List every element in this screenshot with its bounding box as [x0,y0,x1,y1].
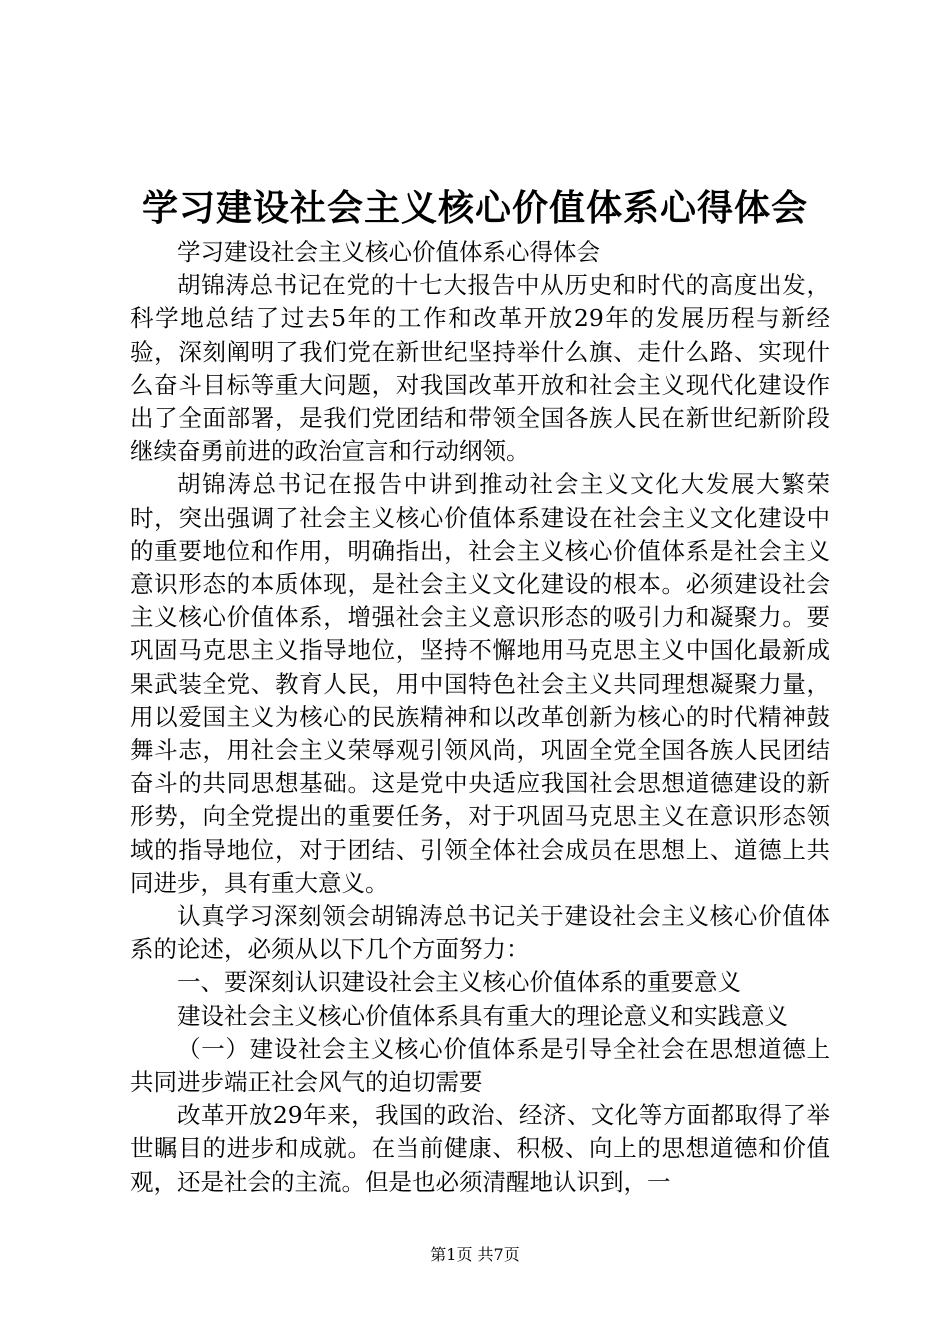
subsection-heading: （一）建设社会主义核心价值体系是引导全社会在思想道德上共同进步端正社会风气的迫切需要 [130,1034,830,1097]
paragraph: 建设社会主义核心价值体系具有重大的理论意义和实践意义 [177,1001,788,1030]
paragraph: 改革开放29年来，我国的政治、经济、文化等方面都取得了举世瞩目的进步和成就。在当前健康、积极、向上的思想道德和价值观，还是社会的主流。但是也必须清醒地认识到，一 [130,1101,830,1196]
section-heading: 一、要深刻认识建设社会主义核心价值体系的重要意义 [177,968,741,997]
page-footer: 第1页 共7页 [430,1245,520,1264]
document-body [130,236,830,1199]
document-title: 学习建设社会主义核心价值体系心得体会 [141,187,808,229]
paragraph: 认真学习深刻领会胡锦涛总书记关于建设社会主义核心价值体系的论述，必须从以下几个方面努力： [130,902,830,964]
paragraph-subtitle: 学习建设社会主义核心价值体系心得体会 [177,238,600,266]
paragraph: 胡锦涛总书记在报告中讲到推动社会主义文化大发展大繁荣时，突出强调了社会主义核心价值体系建设在社会主义文化建设中的重要地位和作用，明确指出，社会主义核心价值体系是社会主义意识形态的本质体现，是社会主义文化建设的根本。必须建设社会主义核心价值体系，增强社会主义意识形态的吸引力和凝聚力。要巩固马克思主义指导地位，坚持不懈地用马克思主义中国化最新成果武装全党、教育人民，用中国特色社会主义共同理想凝聚力量，用以爱国主义为核心的民族精神和以改革创新为核心的时代精神鼓舞斗志，用社会主义荣辱观引领风尚，巩固全党全国各族人民团结奋斗的共同思想基础。这是党中央适应我国社会思想道德建设的新形势，向全党提出的重要任务，对于巩固马克思主义在意识形态领域的指导地位，对于团结、引领全体社会成员在思想上、道德上共同进步，具有重大意义。 [130,470,830,897]
paragraph: 胡锦涛总书记在党的十七大报告中从历史和时代的高度出发，科学地总结了过去5年的工作和改革开放29年的发展历程与新经验，深刻阐明了我们党在新世纪坚持举什么旗、走什么路、实现什么奋斗目标等重大问题，对我国改革开放和社会主义现代化建设作出了全面部署，是我们党团结和带领全国各族人民在新世纪新阶段继续奋勇前进的政治宣言和行动纲领。 [130,271,830,466]
